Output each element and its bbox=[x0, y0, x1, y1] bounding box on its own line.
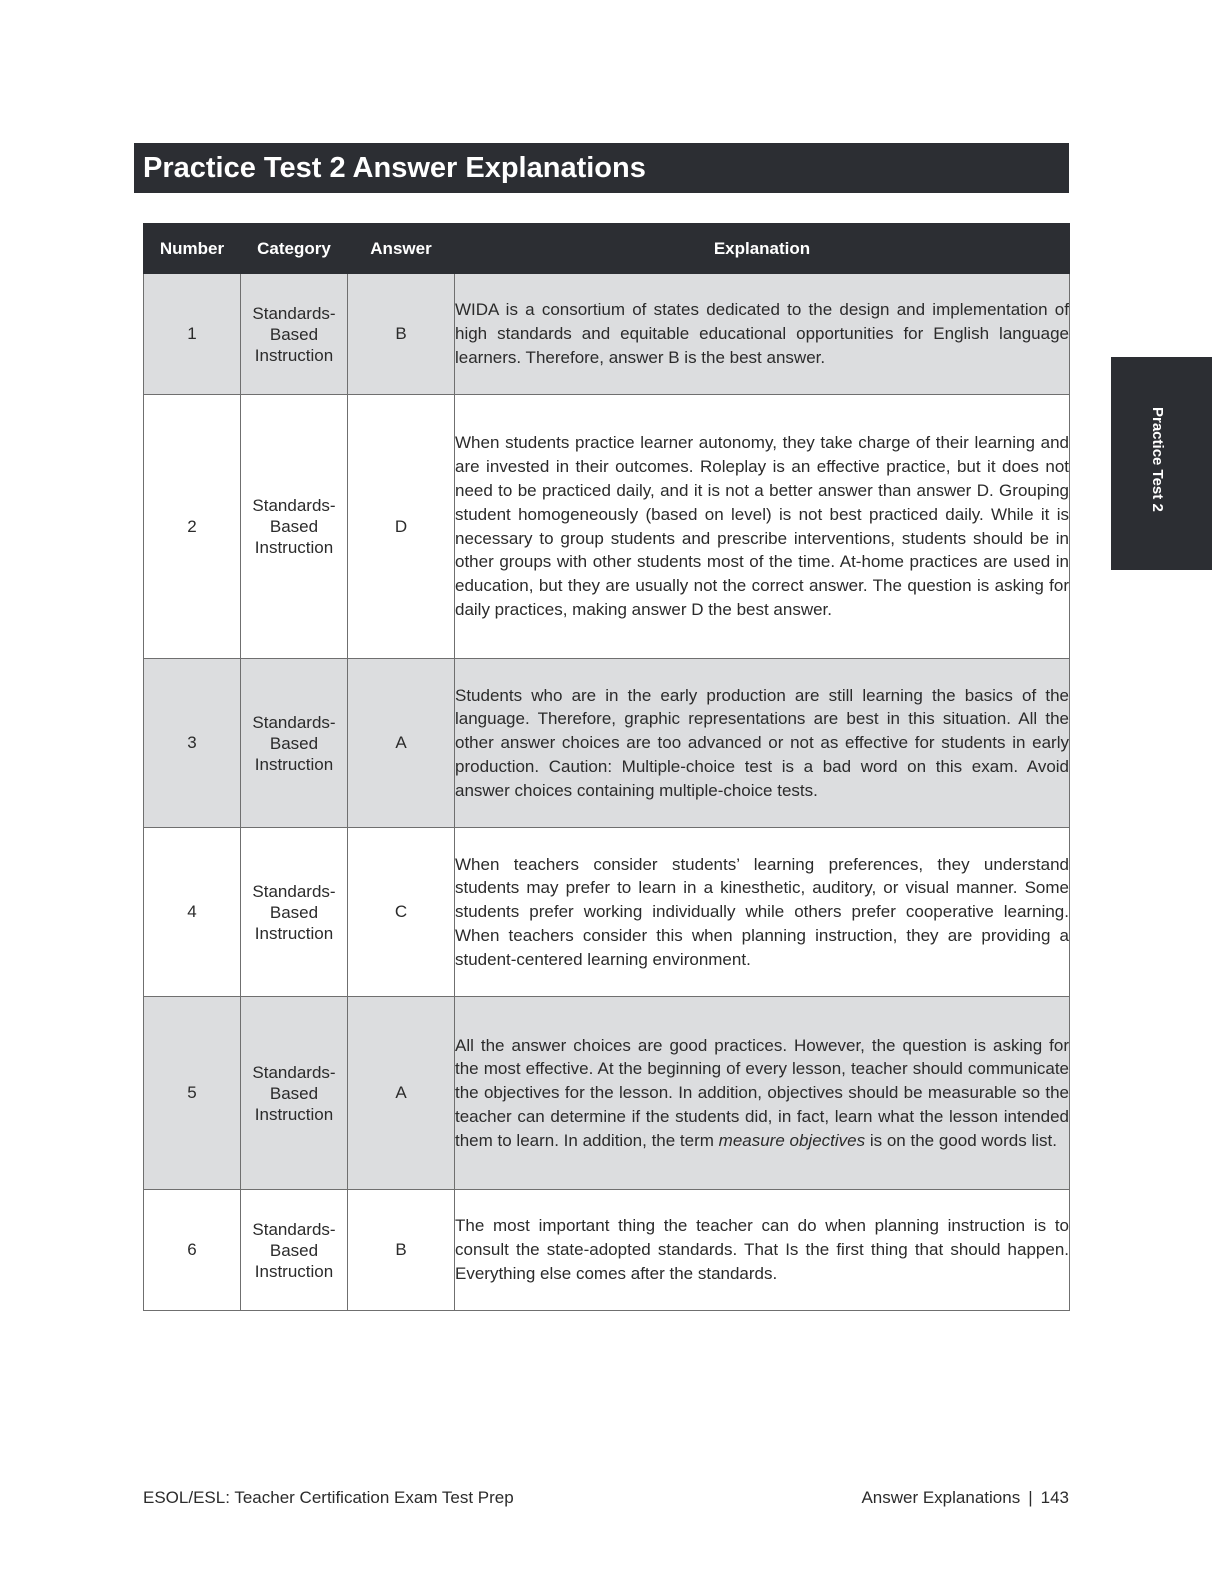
header-answer: Answer bbox=[348, 224, 455, 274]
category-line: Based bbox=[269, 517, 319, 536]
row-category bbox=[241, 997, 348, 1190]
category-line: Instruction bbox=[254, 538, 334, 557]
table-row bbox=[144, 274, 1070, 395]
row-category bbox=[241, 274, 348, 395]
row-explanation: When students practice learner autonomy, they take charge of their learning and are invested in their outcomes. Roleplay is an effective practice, but it does not need to be practiced daily, and it is not a better answer than answer D. Grouping student homogeneously (based on level) is not best practiced daily. While it is necessary to group students and prescribe interventions, students should be in other groups with other students most of the time. At-home practices are used in education, but they are usually not the correct answer. The question is asking for daily practices, making answer D the best answer. bbox=[455, 395, 1070, 659]
row-number: 5 bbox=[144, 997, 241, 1190]
category-line: Standards- bbox=[252, 881, 336, 901]
table-row bbox=[144, 1190, 1070, 1311]
category-line: Based bbox=[269, 324, 319, 344]
footer-separator: | bbox=[1028, 1488, 1033, 1507]
row-answer: B bbox=[348, 274, 455, 395]
row-explanation: When teachers consider students’ learning preferences, they understand students may prefer to learn in a kinesthetic, auditory, or visual manner. Some students prefer working individually while others prefer cooperative learning. When teachers consider this when planning instruction, they are providing a student-centered learning environment. bbox=[455, 828, 1070, 997]
row-number: 1 bbox=[144, 274, 241, 395]
explanation-text: All the answer choices are good practices. However, the question is asking for the most effective. At the beginning of every lesson, teacher should communicate the objectives for the lesson. In addition, objectives should be measurable so the teacher can determine if the students did, in fact, learn what the lesson intended them to learn. In addition, the term bbox=[455, 1035, 1069, 1150]
category-line: Instruction bbox=[254, 923, 334, 943]
answer-table bbox=[143, 223, 1070, 1311]
category-line: Based bbox=[269, 733, 319, 753]
footer-section: Answer Explanations bbox=[861, 1488, 1021, 1507]
row-category bbox=[241, 828, 348, 997]
footer-book-title: ESOL/ESL: Teacher Certification Exam Test Prep bbox=[143, 1488, 514, 1507]
row-number: 3 bbox=[144, 659, 241, 828]
row-category bbox=[241, 659, 348, 828]
table-header-row bbox=[144, 224, 1070, 274]
table-row bbox=[144, 659, 1070, 828]
row-explanation: Students who are in the early production are still learning the basics of the language. Therefore, graphic representations are best in this situation. All the other answer choices are too advanced or not as effective for students in early production. Caution: Multiple-choice test is a bad word on this exam. Avoid answer choices containing multiple-choice tests. bbox=[455, 659, 1070, 828]
category-line: Instruction bbox=[254, 1104, 334, 1124]
row-category bbox=[241, 1190, 348, 1311]
table-row bbox=[144, 828, 1070, 997]
category-line: Standards- bbox=[252, 303, 336, 323]
table-row bbox=[144, 395, 1070, 659]
explanation-emphasis: measure objectives bbox=[718, 1130, 866, 1150]
row-answer: B bbox=[348, 1190, 455, 1311]
category-line: Standards- bbox=[252, 1062, 336, 1082]
footer-page-info bbox=[861, 1488, 1069, 1508]
page-number: 143 bbox=[1040, 1488, 1069, 1507]
row-answer: D bbox=[348, 395, 455, 659]
category-line: Standards- bbox=[252, 1219, 336, 1239]
category-line: Instruction bbox=[254, 345, 334, 365]
row-explanation: WIDA is a consortium of states dedicated to the design and implementation of high standards and equitable educational opportunities for English language learners. Therefore, answer B is the best answer. bbox=[455, 274, 1070, 395]
header-category: Category bbox=[241, 224, 348, 274]
row-category bbox=[241, 395, 348, 659]
category-line: Instruction bbox=[254, 1261, 334, 1281]
explanation-text: is on the good words list. bbox=[865, 1130, 1057, 1150]
header-number: Number bbox=[144, 224, 241, 274]
side-tab-label: Practice Test 2 bbox=[1149, 407, 1166, 512]
category-line: Based bbox=[269, 902, 319, 922]
category-line: Standards- bbox=[252, 712, 336, 732]
header-explanation: Explanation bbox=[455, 224, 1070, 274]
row-number: 2 bbox=[144, 395, 241, 659]
row-explanation bbox=[455, 997, 1070, 1190]
row-number: 6 bbox=[144, 1190, 241, 1311]
category-line: Instruction bbox=[254, 754, 334, 774]
row-answer: A bbox=[348, 659, 455, 828]
row-answer: A bbox=[348, 997, 455, 1190]
row-number: 4 bbox=[144, 828, 241, 997]
row-answer: C bbox=[348, 828, 455, 997]
table-row bbox=[144, 997, 1070, 1190]
category-line: Based bbox=[269, 1083, 319, 1103]
page-title: Practice Test 2 Answer Explanations bbox=[134, 143, 1069, 193]
row-explanation: The most important thing the teacher can do when planning instruction is to consult the state-adopted standards. That Is the first thing that should happen. Everything else comes after the standards. bbox=[455, 1190, 1070, 1311]
category-line: Based bbox=[269, 1240, 319, 1260]
category-line: Standards- bbox=[252, 496, 336, 515]
